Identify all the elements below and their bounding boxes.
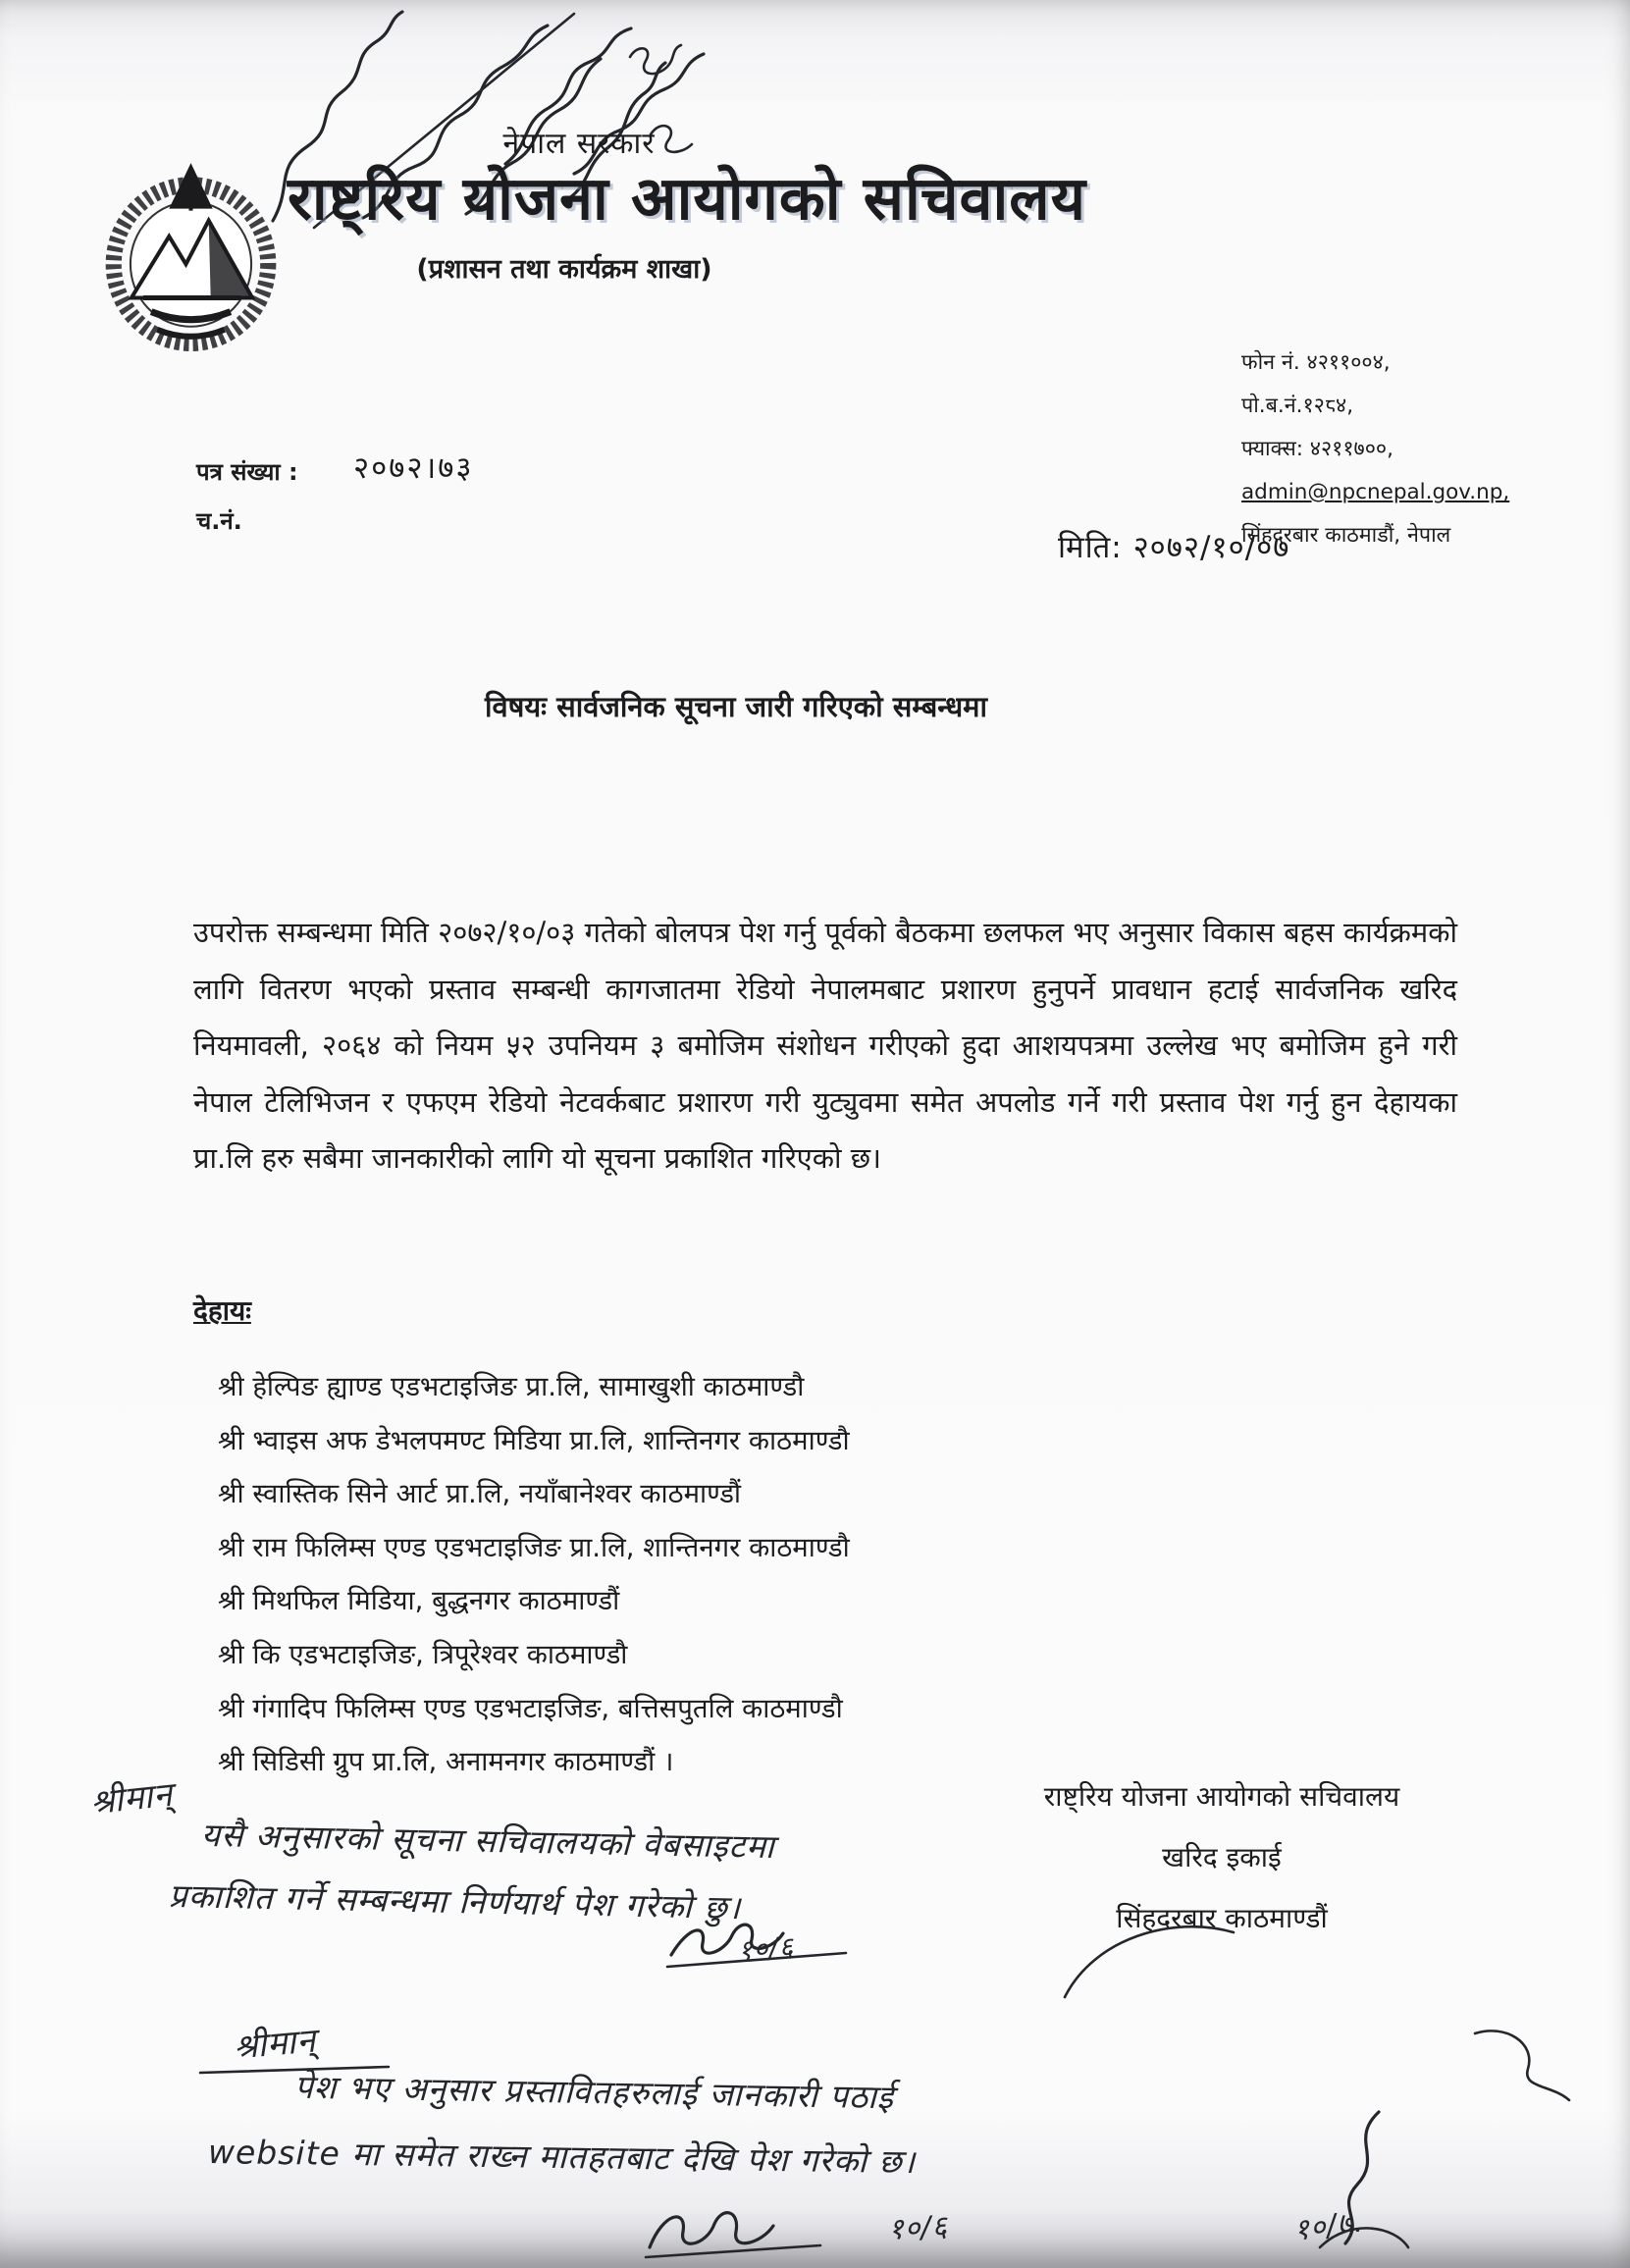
recipient-item: श्री हेल्पिङ ह्याण्ड एडभटाइजिङ प्रा.लि, सामाखुशी काठमाण्डौ bbox=[218, 1371, 805, 1402]
recipient-item: श्री भ्वाइस अफ डेभलपमण्ट मिडिया प्रा.लि, शान्तिनगर काठमाण्डौ bbox=[218, 1424, 850, 1456]
recipient-item: श्री स्वास्तिक सिने आर्ट प्रा.लि, नयाँबानेश्वर काठमाण्डौं bbox=[218, 1478, 742, 1510]
dispatch-number-label: च.नं. bbox=[196, 507, 242, 535]
contact-block bbox=[1241, 342, 1536, 557]
contact-email: admin@npcnepal.gov.np, bbox=[1241, 480, 1510, 504]
letter-number-value: २०७२।७३ bbox=[353, 450, 474, 486]
recipient-item: श्री राम फिलिम्स एण्ड एडभटाइजिङ प्रा.लि, शान्तिनगर काठमाण्डौ bbox=[218, 1531, 850, 1563]
letter-date: मिति: २०७२/१०/०७ bbox=[1058, 530, 1290, 565]
handwritten-note2-line1: पेश भए अनुसार प्रस्तावितहरुलाई जानकारी पठाई bbox=[293, 2067, 895, 2117]
government-title: नेपाल सरकार bbox=[502, 127, 656, 161]
office-title: राष्ट्रिय योजना आयोगको सचिवालय bbox=[287, 164, 1087, 234]
signature-scribble-2 bbox=[636, 2190, 832, 2265]
handwritten-date-2: १०/६ bbox=[887, 2209, 949, 2247]
handwritten-salutation-2: श्रीमान् bbox=[232, 2021, 318, 2068]
list-heading: देहायः bbox=[193, 1294, 251, 1327]
handwritten-note2-line2: website मा समेत राख्न मातहतबाट देखि पेश गरेको छ। bbox=[207, 2132, 917, 2182]
recipient-item: श्री गंगादिप फिलिम्स एण्ड एडभटाइजिङ, बत्तिसपुतलि काठमाण्डौ bbox=[218, 1692, 843, 1724]
recipient-item: श्री सिडिसी ग्रुप प्रा.लि, अनामनगर काठमाण्डौं । bbox=[218, 1746, 674, 1778]
contact-phone: फोन नं. ४२११००४, bbox=[1241, 350, 1391, 375]
handwritten-salutation-1: श्रीमान् bbox=[88, 1774, 175, 1823]
purchase-unit-line: खरिद इकाई bbox=[1162, 1841, 1282, 1873]
handwritten-note1-line1: यसै अनुसारको सूचना सचिवालयको वेबसाइटमा bbox=[200, 1815, 775, 1867]
note2-tail-flourish bbox=[1467, 2014, 1585, 2107]
branch-subtitle: (प्रशासन तथा कार्यक्रम शाखा) bbox=[416, 254, 712, 285]
signature-flourish-over-address bbox=[1055, 1909, 1241, 2002]
handwritten-date-1: १०/६ bbox=[736, 1930, 796, 1967]
handwritten-note1-line2: प्रकाशित गर्ने सम्बन्धमा निर्णयार्थ पेश गरेको छु। bbox=[168, 1875, 742, 1927]
signature-office-line: राष्ट्रिय योजना आयोगको सचिवालय bbox=[1043, 1780, 1400, 1813]
subject-line: विषयः सार्वजनिक सूचना जारी गरिएको सम्बन्धमा bbox=[484, 690, 988, 723]
contact-fax: फ्याक्स: ४२११७००, bbox=[1241, 437, 1393, 461]
contact-pobox: पो.ब.नं.१२८४, bbox=[1241, 394, 1354, 418]
recipient-list bbox=[218, 1360, 850, 1789]
contact-address: सिंहदरबार काठमाडौं, नेपाल bbox=[1241, 523, 1451, 548]
letter-number-label: पत्र संख्या : bbox=[196, 458, 298, 486]
body-paragraph: उपरोक्त सम्बन्धमा मिति २०७२/१०/०३ गतेको बोलपत्र पेश गर्नु पूर्वको बैठकमा छलफल भए अनुसार विकास बहस कार्यक्रमको लागि वितरण भएको प्रस्ताव सम्बन्धी कागजातमा रेडियो नेपालमबाट प्रशारण हुनुपर्ने प्रावधान हटाई सार्वजनिक खरिद नियमावली, २०६४ को नियम ५२ उपनियम ३ बमोजिम संशोधन गरीएको हुदा आशयपत्रमा उल्लेख भए बमोजिम हुने गरी नेपाल टेलिभिजन र एफएम रेडियो नेटवर्कबाट प्रशारण गरी युट्युवमा समेत अपलोड गर्ने गरी प्रस्ताव पेश गर्नु हुन देहायका प्रा.लि हरु सबैमा जानकारीको लागि यो सूचना प्रकाशित गरिएको छ। bbox=[193, 916, 1457, 1176]
recipient-item: श्री मिथफिल मिडिया, बुद्धनगर काठमाण्डौं bbox=[218, 1585, 620, 1617]
recipient-item: श्री कि एडभटाइजिङ, त्रिपूरेश्वर काठमाण्डौ bbox=[218, 1638, 628, 1670]
signature-address-line: सिंहदरबार काठमाण्डौं bbox=[1116, 1902, 1328, 1934]
handwritten-date-3: १०/७. bbox=[1291, 2204, 1366, 2248]
